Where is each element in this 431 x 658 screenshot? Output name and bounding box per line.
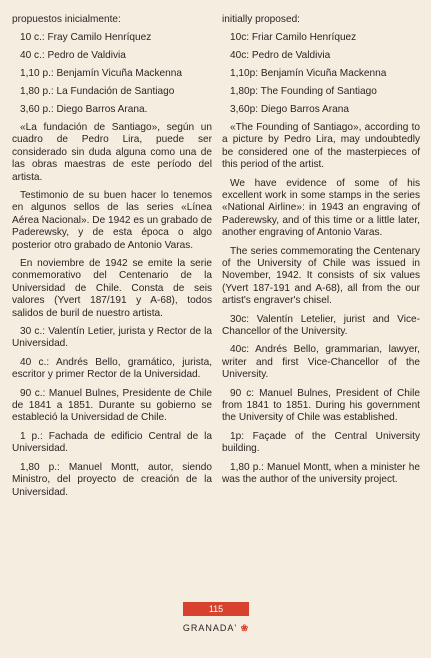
page-number: 115 <box>183 602 249 616</box>
spanish-value-item: 10 c.: Fray Camilo Henríquez <box>20 32 152 44</box>
spanish-paragraph: Testimonio de su buen hacer lo tenemos en algunos sellos de las series «Línea Aérea Nacional». De 1942 es un grabado de Paderewsky, y de esta época o algo posterior otro grabado de Antonio Varas. <box>12 189 212 251</box>
english-paragraph: 1,80 p.: Manuel Montt, when a minister he was the author of the university project. <box>222 461 420 486</box>
spanish-paragraph: 90 c.: Manuel Bulnes, Presidente de Chile de 1841 a 1851. Durante su gobierno se estableció la Universidad de Chile. <box>12 387 212 424</box>
spanish-value-item: 3,60 p.: Diego Barros Arana. <box>20 104 148 116</box>
spanish-value-item: 1,80 p.: La Fundación de Santiago <box>20 86 175 98</box>
spanish-paragraph: 30 c.: Valentín Letier, jurista y Rector de la Universidad. <box>12 326 212 350</box>
english-paragraph: 40c: Andrés Bello, grammarian, lawyer, writer and first Vice-Chancellor of the University. <box>222 344 420 381</box>
spanish-heading: propuestos inicialmente: <box>12 14 121 25</box>
english-paragraph: The series commemorating the Centenary of the University of Chile was issued in November, 1942. It consists of six values (Yvert 187-191 and A-68), all from the our artist's engraver's chisel. <box>222 245 420 307</box>
english-paragraph: 1p: Façade of the Central University building. <box>222 430 420 455</box>
english-paragraph: 90 c: Manuel Bulnes, President of Chile from 1841 to 1851. During his government the University of Chile was established. <box>222 387 420 424</box>
english-value-item: 3,60p: Diego Barros Arana <box>230 104 349 116</box>
spanish-paragraph: 1 p.: Fachada de edificio Central de la Universidad. <box>12 430 212 455</box>
spanish-paragraph: 1,80 p.: Manuel Montt, autor, siendo Ministro, del proyecto de creación de la Universidad. <box>12 461 212 498</box>
spanish-value-item: 40 c.: Pedro de Valdivia <box>20 50 126 62</box>
english-heading: initially proposed: <box>222 14 300 25</box>
pomegranate-icon: ❀ <box>240 623 250 633</box>
english-paragraph: We have evidence of some of his excellent work in some stamps in the series «National Airline»: in 1943 an engraving of Paderewsky, and of this time or a little later, another engraving of Antonio Varas. <box>222 177 420 239</box>
brand-name: GRANADA' <box>182 623 238 633</box>
english-column <box>222 14 420 493</box>
spanish-paragraph: En noviembre de 1942 se emite la serie conmemorativo del Centenario de la Universidad de Chile. Consta de seis valores (Yvert 187/191 y A-68), todos salidos de buril de nuestro artista. <box>12 258 212 319</box>
brand-logo <box>168 623 264 634</box>
spanish-paragraph: «La fundación de Santiago», según un cuadro de Pedro Lira, puede ser considerado sin duda alguna como una de las obras maestras de este período del artista. <box>12 121 212 183</box>
english-value-item: 1,10p: Benjamín Vicuña Mackenna <box>230 68 387 80</box>
english-value-item: 10c: Friar Camilo Henríquez <box>230 32 357 44</box>
page-footer <box>168 602 264 634</box>
english-value-item: 40c: Pedro de Valdivia <box>230 50 331 62</box>
spanish-column <box>12 14 212 505</box>
english-paragraph: «The Founding of Santiago», according to a picture by Pedro Lira, may undoubtedly be considered one of the masterpieces of this period of the artist. <box>222 121 420 171</box>
spanish-value-item: 1,10 p.: Benjamín Vicuña Mackenna <box>20 68 182 80</box>
english-paragraph: 30c: Valentín Letelier, jurist and Vice-Chancellor of the University. <box>222 313 420 338</box>
english-value-item: 1,80p: The Founding of Santiago <box>230 86 377 98</box>
spanish-paragraph: 40 c.: Andrés Bello, gramático, jurista, escritor y primer Rector de la Universidad. <box>12 356 212 381</box>
